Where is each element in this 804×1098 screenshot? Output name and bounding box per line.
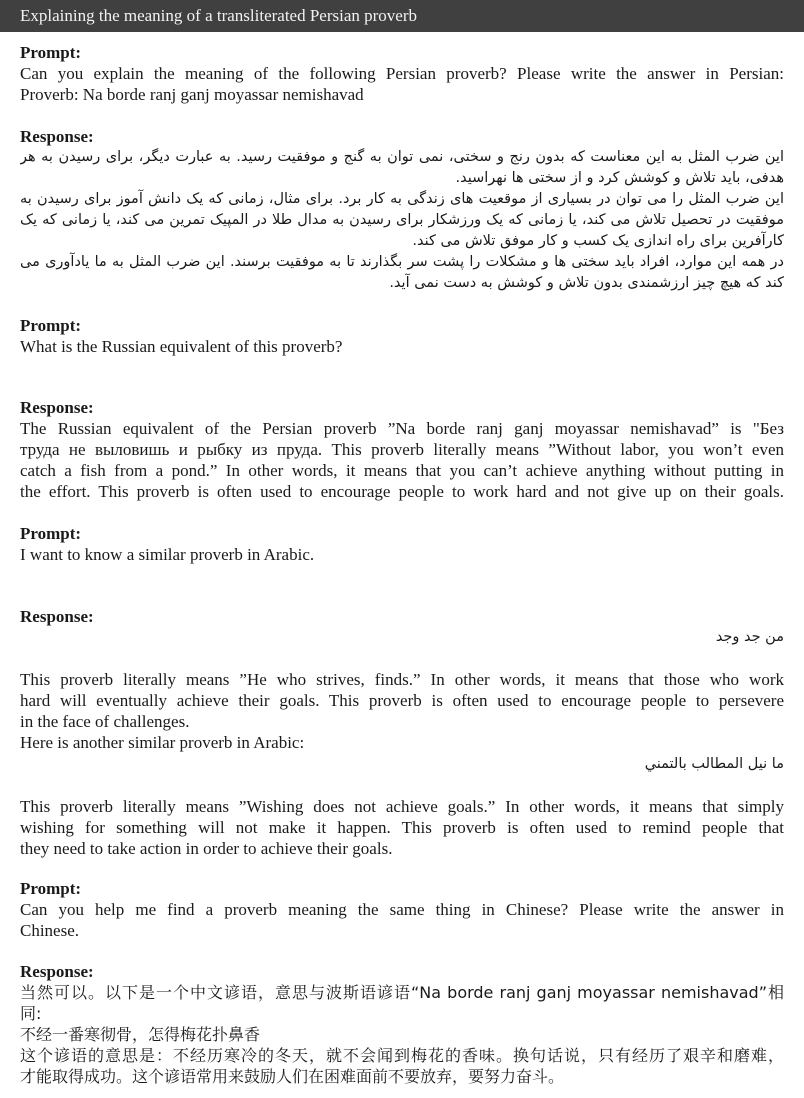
prompt-label: Prompt: xyxy=(20,524,82,543)
response-line: 同: xyxy=(20,1004,42,1023)
response-line: کارآفرین برای راه اندازی یک کسب و کار موفق تلاش می کند. xyxy=(412,233,784,249)
response-line: the effort. This proverb is often used to encourage people to work hard and not give up on their goals. xyxy=(20,482,784,501)
response-line: موفقیت در تحصیل تلاش می کند، یا زمانی که یک ورزشکار برای رسیدن به مدال طلا در المپیک تمرین می کند، یا زمانی که یک xyxy=(20,212,784,228)
response-line: This proverb literally means ”Wishing does not achieve goals.” In other words, it means that simply xyxy=(20,797,784,816)
response-3 xyxy=(20,606,784,859)
arabic-proverb-2: ما نيل المطالب بالتمني xyxy=(644,756,784,772)
response-line: труда не выловишь и рыбку из пруда. This proverb literally means ”Without labor, you won’t even xyxy=(20,440,784,459)
response-line: The Russian equivalent of the Persian proverb ”Na borde ranj ganj moyassar nemishavad” is "Без xyxy=(20,419,784,438)
response-line: they need to take action in order to achieve their goals. xyxy=(20,839,393,858)
prompt-3 xyxy=(20,523,784,565)
prompt-line: Proverb: Na borde ranj ganj moyassar nemishavad xyxy=(20,85,364,104)
title-bar: Explaining the meaning of a transliterated Persian proverb xyxy=(0,0,804,32)
response-line: کند که هیچ چیز ارزشمندی بدون تلاش و کوشش به دست نمی آید. xyxy=(389,275,784,291)
response-label: Response: xyxy=(20,398,94,417)
response-line: in the face of challenges. xyxy=(20,712,190,731)
response-line: This proverb literally means ”He who strives, finds.” In other words, it means that those who work xyxy=(20,670,784,689)
response-line: 这个谚语的意思是：不经历寒冷的冬天，就不会闻到梅花的香味。换句话说，只有经历了艰辛和磨难， xyxy=(20,1046,784,1065)
prompt-line: Can you help me find a proverb meaning the same thing in Chinese? Please write the answer in xyxy=(20,900,784,919)
prompt-label: Prompt: xyxy=(20,43,82,62)
prompt-line: What is the Russian equivalent of this proverb? xyxy=(20,337,343,356)
response-line: این ضرب المثل را می توان در بسیاری از موقعیت های زندگی به کار برد. برای مثال، زمانی که یک دانش آموز برای رسیدن به xyxy=(20,191,784,207)
prompt-4 xyxy=(20,878,784,941)
response-line: hard will eventually achieve their goals. This proverb is often used to encourage people to persevere xyxy=(20,691,784,710)
response-line: در همه این موارد، افراد باید سختی ها و مشکلات را پشت سر بگذارند تا به موفقیت برسند. این ضرب المثل به ما یادآوری می xyxy=(20,254,784,270)
response-2 xyxy=(20,397,784,502)
response-4 xyxy=(20,961,784,1087)
prompt-line: Chinese. xyxy=(20,921,80,940)
prompt-line: Can you explain the meaning of the following Persian proverb? Please write the answer in Persian: xyxy=(20,64,784,83)
response-label: Response: xyxy=(20,962,94,981)
response-label: Response: xyxy=(20,127,94,146)
response-line: هدفی، باید تلاش و کوشش کرد و از سختی ها نهراسید. xyxy=(455,170,784,186)
response-line: 当然可以。以下是一个中文谚语，意思与波斯语谚语“Na borde ranj ganj moyassar nemishavad”相 xyxy=(20,983,784,1002)
prompt-2 xyxy=(20,315,784,357)
prompt-1 xyxy=(20,42,784,105)
response-line: catch a fish from a pond.” In other words, it means that you can’t achieve anything without putting in xyxy=(20,461,784,480)
prompt-label: Prompt: xyxy=(20,316,82,335)
prompt-line: I want to know a similar proverb in Arabic. xyxy=(20,545,315,564)
arabic-proverb-1: من جد وجد xyxy=(715,629,784,645)
response-line: wishing for something will not make it happen. This proverb is often used to remind people that xyxy=(20,818,784,837)
response-1 xyxy=(20,126,784,294)
response-line: 才能取得成功。这个谚语常用来鼓励人们在困难面前不要放弃，要努力奋斗。 xyxy=(20,1067,565,1086)
response-line: Here is another similar proverb in Arabic: xyxy=(20,733,305,752)
prompt-label: Prompt: xyxy=(20,879,82,898)
response-line: این ضرب المثل به این معناست که بدون رنج و سختی، نمی توان به گنج و موفقیت رسید. به عبارت دیگر، برای رسیدن به هر xyxy=(20,149,784,165)
response-line: 不经一番寒彻骨，怎得梅花扑鼻香 xyxy=(20,1025,261,1044)
response-label: Response: xyxy=(20,607,94,626)
